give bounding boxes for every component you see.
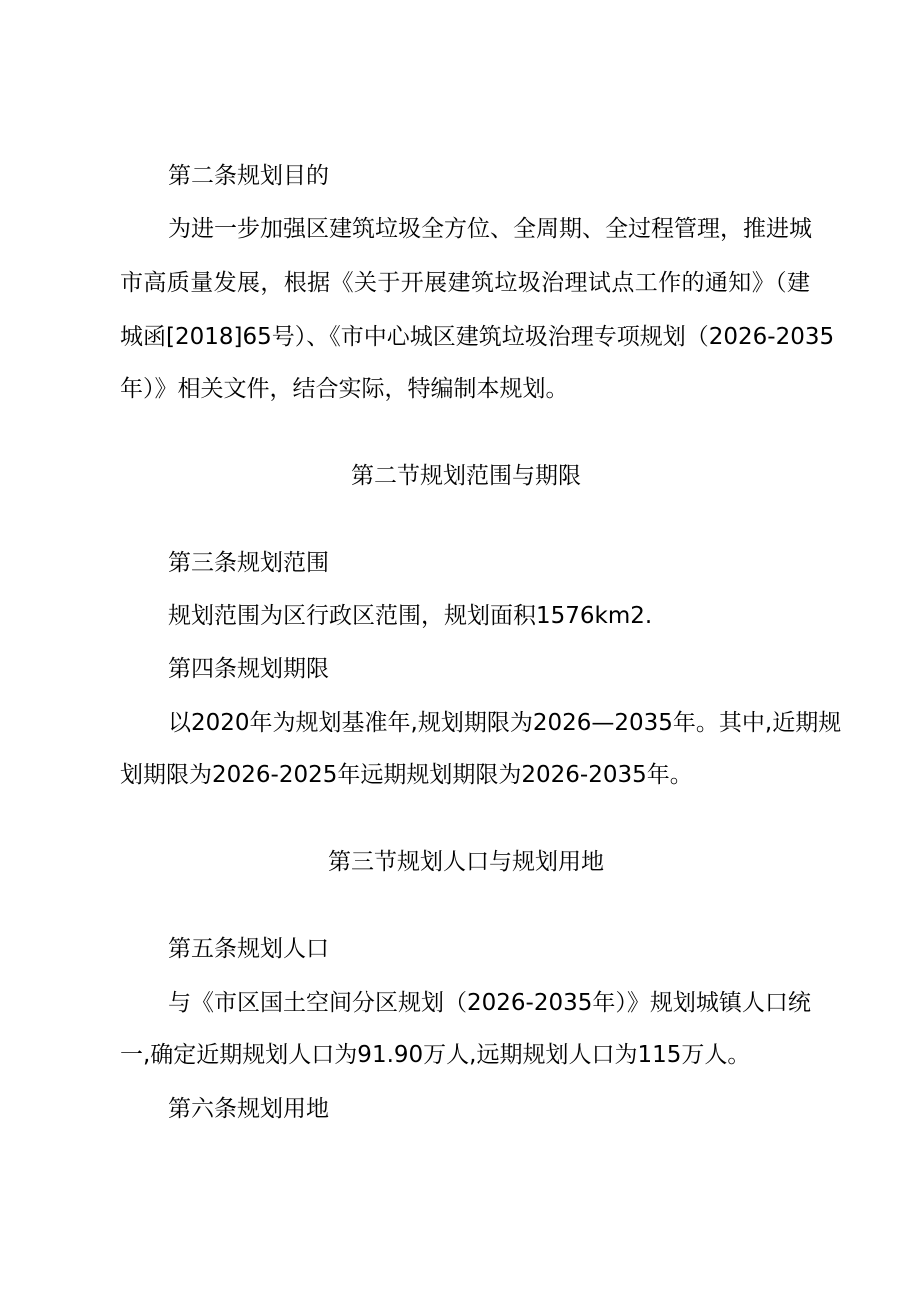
article-6-heading: 第六条规划用地 bbox=[168, 1096, 329, 1122]
article-4-heading: 第四条规划期限 bbox=[168, 656, 329, 682]
article-5-heading: 第五条规划人口 bbox=[168, 936, 329, 962]
article-2-line-3: 城函[2018]65号）、《市中心城区建筑垃圾治理专项规划（2026-2035 bbox=[120, 324, 835, 350]
section-3-title: 第三节规划人口与规划用地 bbox=[328, 849, 604, 875]
article-2-line-2: 市高质量发展，根据《关于开展建筑垃圾治理试点工作的通知》（建 bbox=[120, 270, 810, 296]
article-3-heading: 第三条规划范围 bbox=[168, 550, 329, 576]
article-2-line-1: 为进一步加强区建筑垃圾全方位、全周期、全过程管理，推进城 bbox=[168, 216, 812, 242]
article-4-line-2: 划期限为2026-2025年远期规划期限为2026-2035年。 bbox=[120, 762, 693, 788]
article-4-line-1: 以2020年为规划基准年,规划期限为2026—2035年。其中,近期规 bbox=[168, 710, 842, 736]
section-2-title: 第二节规划范围与期限 bbox=[351, 463, 581, 489]
article-3-text: 规划范围为区行政区范围，规划面积1576km2. bbox=[168, 603, 653, 629]
article-5-line-2: 一,确定近期规划人口为91.90万人,远期规划人口为115万人。 bbox=[120, 1042, 751, 1068]
article-2-heading: 第二条规划目的 bbox=[168, 163, 329, 189]
article-2-line-4: 年）》相关文件，结合实际，特编制本规划。 bbox=[120, 376, 569, 402]
article-5-line-1: 与《市区国土空间分区规划（2026-2035年）》规划城镇人口统 bbox=[168, 990, 811, 1016]
